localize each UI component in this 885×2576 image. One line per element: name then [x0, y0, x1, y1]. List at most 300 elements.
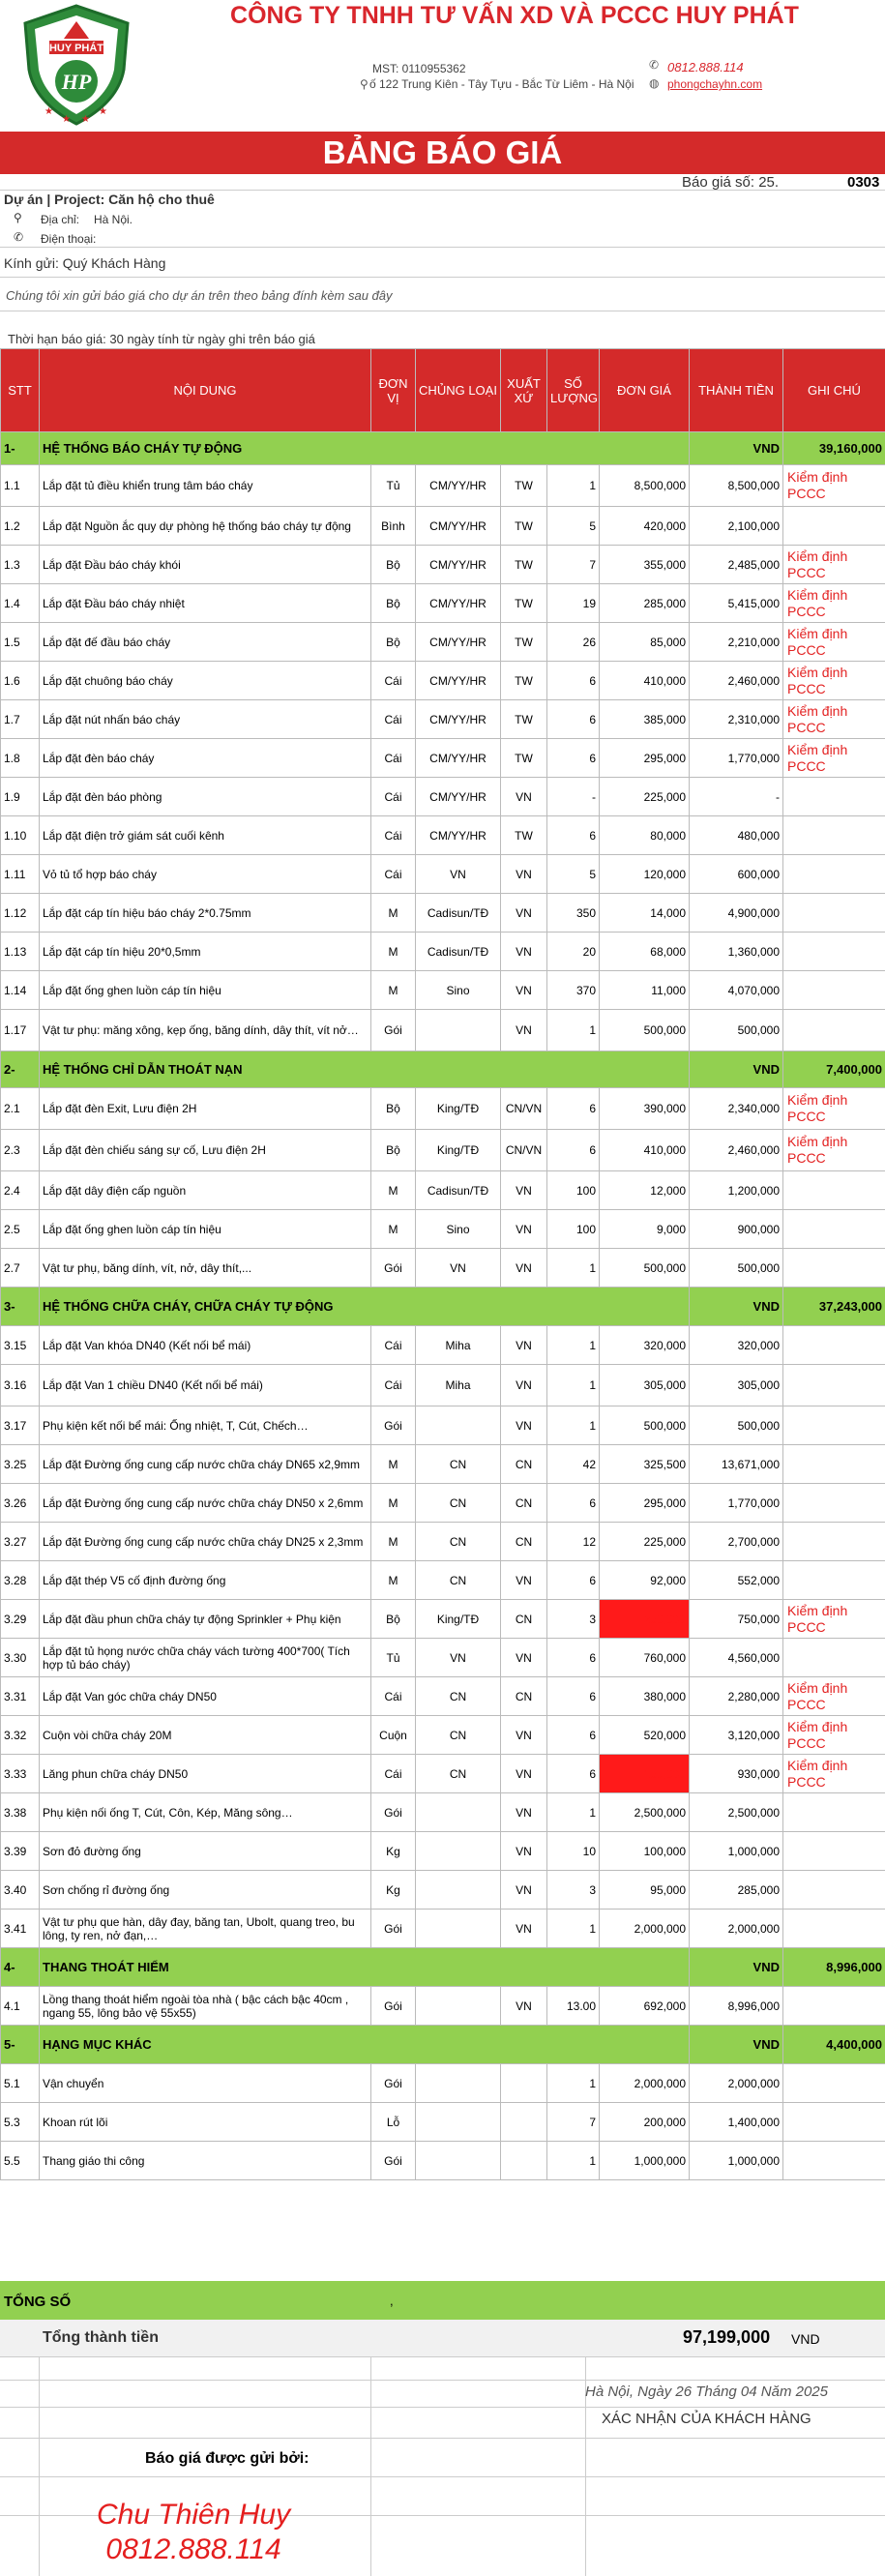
cell-price: 380,000 — [600, 1677, 690, 1716]
cell-kind: CN — [416, 1755, 501, 1793]
section-row — [1, 2026, 885, 2064]
cell-unit: Gói — [371, 2064, 416, 2103]
cell-unit: Gói — [371, 2142, 416, 2180]
company-website[interactable]: phongchayhn.com — [667, 77, 763, 91]
cell-desc: Lắp đặt tủ điều khiển trung tâm báo cháy — [40, 465, 371, 507]
cell-unit: Tủ — [371, 1639, 416, 1677]
table-row — [1, 584, 885, 623]
cell-amount: 13,671,000 — [690, 1445, 783, 1484]
table-row — [1, 2064, 885, 2103]
table-row — [1, 933, 885, 971]
cell-qty: 1 — [547, 1910, 600, 1948]
cell-kind: Cadisun/TĐ — [416, 1171, 501, 1210]
cell-amount: 2,700,000 — [690, 1523, 783, 1561]
cell-origin: TW — [501, 623, 547, 662]
cell-note — [783, 2064, 885, 2103]
cell-price: 9,000 — [600, 1210, 690, 1249]
cell-kind: King/TĐ — [416, 1600, 501, 1639]
section-total: 7,400,000 — [783, 1051, 885, 1088]
cell-amount: 2,460,000 — [690, 662, 783, 700]
cell-price: 95,000 — [600, 1871, 690, 1910]
cell-kind — [416, 1406, 501, 1445]
cell-origin: CN — [501, 1523, 547, 1561]
cell-origin: VN — [501, 778, 547, 816]
cell-qty: 10 — [547, 1832, 600, 1871]
phone-label: Điện thoại: — [41, 232, 97, 246]
address-label: Địa chỉ: — [41, 213, 80, 226]
cell-unit: Cái — [371, 855, 416, 894]
address-value: Hà Nội. — [94, 213, 133, 226]
cell-stt: 3.31 — [1, 1677, 40, 1716]
cell-unit: M — [371, 1171, 416, 1210]
cell-stt: 2.7 — [1, 1249, 40, 1288]
cell-stt: 3.41 — [1, 1910, 40, 1948]
cell-desc: Lắp đặt cáp tín hiệu 20*0,5mm — [40, 933, 371, 971]
cell-stt: 2.5 — [1, 1210, 40, 1249]
cell-origin: CN — [501, 1445, 547, 1484]
cell-stt: 3.30 — [1, 1639, 40, 1677]
section-currency: VND — [690, 1948, 783, 1987]
cell-kind: CN — [416, 1561, 501, 1600]
cell-price: 420,000 — [600, 507, 690, 546]
phone-icon: ✆ — [649, 58, 660, 72]
cell-desc: Lắp đặt Đường ống cung cấp nước chữa cháy DN25 x 2,3mm — [40, 1523, 371, 1561]
cell-note — [783, 1639, 885, 1677]
cell-qty: - — [547, 778, 600, 816]
cell-note: Kiểm định PCCC — [783, 584, 885, 623]
cell-price: 325,500 — [600, 1445, 690, 1484]
cell-desc: Lắp đặt đèn chiếu sáng sự cố, Lưu điện 2H — [40, 1130, 371, 1171]
cell-origin: VN — [501, 1326, 547, 1365]
cell-price: 500,000 — [600, 1010, 690, 1051]
company-header — [0, 0, 885, 132]
cell-desc: Phụ kiện nối ống T, Cút, Côn, Kép, Măng sông… — [40, 1793, 371, 1832]
cell-desc: Lăng phun chữa cháy DN50 — [40, 1755, 371, 1793]
section-title: HỆ THỐNG BÁO CHÁY TỰ ĐỘNG — [40, 432, 690, 465]
cell-desc: Lắp đặt thép V5 cố định đường ống — [40, 1561, 371, 1600]
table-row — [1, 1832, 885, 1871]
cell-kind: CM/YY/HR — [416, 623, 501, 662]
cell-stt: 1.2 — [1, 507, 40, 546]
cell-amount: 930,000 — [690, 1755, 783, 1793]
table-row — [1, 855, 885, 894]
cell-stt: 3.38 — [1, 1793, 40, 1832]
table-row — [1, 2103, 885, 2142]
cell-stt: 1.5 — [1, 623, 40, 662]
cell-qty: 7 — [547, 546, 600, 584]
cell-unit: Cái — [371, 1365, 416, 1406]
cell-price: 100,000 — [600, 1832, 690, 1871]
cell-origin: VN — [501, 1210, 547, 1249]
cell-stt: 1.11 — [1, 855, 40, 894]
company-phone[interactable]: 0812.888.114 — [667, 60, 744, 74]
cell-note — [783, 933, 885, 971]
cell-amount: 1,770,000 — [690, 1484, 783, 1523]
cell-amount: 3,120,000 — [690, 1716, 783, 1755]
cell-origin: VN — [501, 1910, 547, 1948]
table-row — [1, 1210, 885, 1249]
cell-origin: VN — [501, 1010, 547, 1051]
svg-text:★: ★ — [81, 114, 90, 125]
cell-note: Kiểm định PCCC — [783, 546, 885, 584]
cell-desc: Lắp đặt đèn báo cháy — [40, 739, 371, 778]
signer-name: Chu Thiên Huy — [97, 2499, 291, 2531]
cell-note — [783, 1561, 885, 1600]
cell-unit: Cái — [371, 739, 416, 778]
table-row — [1, 1171, 885, 1210]
cell-price: 285,000 — [600, 584, 690, 623]
cell-qty: 20 — [547, 933, 600, 971]
cell-note — [783, 1793, 885, 1832]
cell-desc: Lắp đặt Nguồn ắc quy dự phòng hệ thống báo cháy tự động — [40, 507, 371, 546]
table-row — [1, 1445, 885, 1484]
cell-desc: Lắp đặt ống ghen luồn cáp tín hiệu — [40, 1210, 371, 1249]
cell-amount: 552,000 — [690, 1561, 783, 1600]
section-number: 2- — [1, 1051, 40, 1088]
section-total: 4,400,000 — [783, 2026, 885, 2064]
cell-qty: 6 — [547, 1130, 600, 1171]
cell-note: Kiểm định PCCC — [783, 1130, 885, 1171]
cell-amount: 750,000 — [690, 1600, 783, 1639]
cell-origin: VN — [501, 1871, 547, 1910]
company-logo — [4, 2, 149, 128]
section-number: 5- — [1, 2026, 40, 2064]
cell-note — [783, 1326, 885, 1365]
table-row — [1, 739, 885, 778]
cell-amount: 320,000 — [690, 1326, 783, 1365]
cell-price: 2,500,000 — [600, 1793, 690, 1832]
cell-qty: 1 — [547, 1365, 600, 1406]
column-header: GHI CHÚ — [783, 349, 885, 432]
cell-kind — [416, 2064, 501, 2103]
cell-kind: CM/YY/HR — [416, 739, 501, 778]
cell-note — [783, 816, 885, 855]
cell-origin: CN/VN — [501, 1130, 547, 1171]
cell-unit: Bộ — [371, 546, 416, 584]
cell-note — [783, 1171, 885, 1210]
column-header: XUẤT XỨ — [501, 349, 547, 432]
cell-amount: 600,000 — [690, 855, 783, 894]
cell-desc: Lắp đặt Đầu báo cháy nhiệt — [40, 584, 371, 623]
cell-unit: Tủ — [371, 465, 416, 507]
cell-price: 120,000 — [600, 855, 690, 894]
cell-origin: VN — [501, 1561, 547, 1600]
phone-icon: ✆ — [14, 230, 24, 244]
table-row — [1, 1406, 885, 1445]
cell-origin — [501, 2064, 547, 2103]
section-currency: VND — [690, 2026, 783, 2064]
cell-price: 225,000 — [600, 1523, 690, 1561]
cell-note — [783, 2142, 885, 2180]
column-header: THÀNH TIỀN — [690, 349, 783, 432]
total-row — [0, 2281, 885, 2320]
cell-desc: Vỏ tủ tổ hợp báo cháy — [40, 855, 371, 894]
recipient: Kính gửi: Quý Khách Hàng — [4, 255, 166, 271]
cell-origin: TW — [501, 700, 547, 739]
cell-unit: Gói — [371, 1910, 416, 1948]
table-row — [1, 1130, 885, 1171]
svg-text:★: ★ — [99, 106, 107, 117]
quote-label: Báo giá số: 25. — [682, 174, 780, 191]
grand-total-currency: VND — [791, 2331, 820, 2347]
cell-desc: Lắp đặt đầu phun chữa cháy tự động Sprinkler + Phụ kiện — [40, 1600, 371, 1639]
table-row — [1, 1871, 885, 1910]
cell-price: 12,000 — [600, 1171, 690, 1210]
cell-note: Kiểm định PCCC — [783, 662, 885, 700]
cell-kind: Miha — [416, 1326, 501, 1365]
section-currency: VND — [690, 432, 783, 465]
cell-desc: Lắp đặt tủ họng nước chữa cháy vách tường 400*700( Tích hợp tủ báo cháy) — [40, 1639, 371, 1677]
cell-qty: 1 — [547, 1326, 600, 1365]
cell-origin: VN — [501, 1365, 547, 1406]
cell-unit: Gói — [371, 1987, 416, 2026]
table-row — [1, 2142, 885, 2180]
column-header: CHỦNG LOẠI — [416, 349, 501, 432]
cell-qty: 370 — [547, 971, 600, 1010]
cell-amount: 480,000 — [690, 816, 783, 855]
column-header: SỐ LƯỢNG — [547, 349, 600, 432]
cell-amount: 2,100,000 — [690, 507, 783, 546]
cell-price: 500,000 — [600, 1249, 690, 1288]
column-header: NỘI DUNG — [40, 349, 371, 432]
cell-price: 155,000 — [600, 1755, 690, 1793]
table-row — [1, 1523, 885, 1561]
cell-qty: 6 — [547, 739, 600, 778]
cell-stt: 3.39 — [1, 1832, 40, 1871]
section-row — [1, 432, 885, 465]
cell-origin: TW — [501, 465, 547, 507]
cell-amount: 4,070,000 — [690, 971, 783, 1010]
cell-amount: 2,280,000 — [690, 1677, 783, 1716]
cell-kind: CM/YY/HR — [416, 816, 501, 855]
cell-price: 692,000 — [600, 1987, 690, 2026]
cell-qty: 1 — [547, 465, 600, 507]
cell-unit: Lỗ — [371, 2103, 416, 2142]
section-number: 1- — [1, 432, 40, 465]
cell-note: Kiểm định PCCC — [783, 1716, 885, 1755]
cell-price: 295,000 — [600, 1484, 690, 1523]
cell-stt: 3.29 — [1, 1600, 40, 1639]
cell-qty: 1 — [547, 1249, 600, 1288]
cell-desc: Lắp đặt Đường ống cung cấp nước chữa cháy DN65 x2,9mm — [40, 1445, 371, 1484]
cell-desc: Vật tư phụ, băng dính, vít, nở, dây thít,... — [40, 1249, 371, 1288]
cell-qty: 5 — [547, 855, 600, 894]
intro-text: Chúng tôi xin gửi báo giá cho dự án trên theo bảng đính kèm sau đây — [6, 288, 393, 303]
table-row — [1, 894, 885, 933]
cell-origin: VN — [501, 1171, 547, 1210]
cell-amount: 1,000,000 — [690, 2142, 783, 2180]
section-title: HỆ THỐNG CHỮA CHÁY, CHỮA CHÁY TỰ ĐỘNG — [40, 1288, 690, 1326]
cell-unit: Bộ — [371, 1130, 416, 1171]
cell-kind: CM/YY/HR — [416, 584, 501, 623]
cell-stt: 1.4 — [1, 584, 40, 623]
svg-text:★: ★ — [44, 106, 53, 117]
company-name: CÔNG TY TNHH TƯ VẤN XD VÀ PCCC HUY PHÁT — [230, 2, 799, 29]
cell-amount: 5,415,000 — [690, 584, 783, 623]
cell-note — [783, 1484, 885, 1523]
table-row — [1, 662, 885, 700]
cell-desc: Lắp đặt điện trở giám sát cuối kênh — [40, 816, 371, 855]
cell-amount: 2,500,000 — [690, 1793, 783, 1832]
cell-kind — [416, 2103, 501, 2142]
cell-amount: 2,340,000 — [690, 1088, 783, 1130]
globe-icon: ◍ — [649, 76, 660, 90]
cell-stt: 1.3 — [1, 546, 40, 584]
cell-desc: Vật tư phụ: măng xông, kẹp ống, băng dính, dây thít, vít nở… — [40, 1010, 371, 1051]
cell-price: 92,000 — [600, 1561, 690, 1600]
cell-stt: 3.33 — [1, 1755, 40, 1793]
cell-unit: Gói — [371, 1010, 416, 1051]
table-row — [1, 1716, 885, 1755]
cell-unit: M — [371, 1523, 416, 1561]
cell-unit: Cuộn — [371, 1716, 416, 1755]
cell-stt: 1.12 — [1, 894, 40, 933]
table-row — [1, 971, 885, 1010]
cell-unit: Gói — [371, 1406, 416, 1445]
table-row — [1, 1088, 885, 1130]
cell-origin: VN — [501, 1406, 547, 1445]
cell-unit: Cái — [371, 1326, 416, 1365]
cell-origin: VN — [501, 1793, 547, 1832]
cell-kind: VN — [416, 1639, 501, 1677]
cell-amount: 2,210,000 — [690, 623, 783, 662]
cell-unit: Bộ — [371, 623, 416, 662]
section-title: HẠNG MỤC KHÁC — [40, 2026, 690, 2064]
cell-origin: VN — [501, 855, 547, 894]
cell-origin: CN — [501, 1484, 547, 1523]
cell-kind: Cadisun/TĐ — [416, 933, 501, 971]
cell-qty: 26 — [547, 623, 600, 662]
cell-stt: 3.27 — [1, 1523, 40, 1561]
cell-kind: VN — [416, 1249, 501, 1288]
table-row — [1, 1677, 885, 1716]
cell-qty: 6 — [547, 1716, 600, 1755]
table-row — [1, 816, 885, 855]
cell-note: Kiểm định PCCC — [783, 623, 885, 662]
section-currency: VND — [690, 1051, 783, 1088]
cell-note: Kiểm định PCCC — [783, 1755, 885, 1793]
grand-total-label: Tổng thành tiền — [43, 2329, 159, 2346]
cell-amount: 2,485,000 — [690, 546, 783, 584]
cell-unit: Cái — [371, 662, 416, 700]
cell-amount: 8,500,000 — [690, 465, 783, 507]
cell-amount: 2,000,000 — [690, 1910, 783, 1948]
cell-unit: Cái — [371, 700, 416, 739]
cell-desc: Lắp đặt chuông báo cháy — [40, 662, 371, 700]
cell-kind — [416, 1987, 501, 2026]
cell-desc: Lồng thang thoát hiểm ngoài tòa nhà ( bậc cách bậc 40cm , ngang 55, lông bảo vệ 55x55) — [40, 1987, 371, 2026]
table-row — [1, 623, 885, 662]
cell-origin: VN — [501, 933, 547, 971]
cell-origin: VN — [501, 894, 547, 933]
section-number: 3- — [1, 1288, 40, 1326]
cell-kind: CM/YY/HR — [416, 700, 501, 739]
cell-stt: 5.3 — [1, 2103, 40, 2142]
cell-qty: 6 — [547, 1561, 600, 1600]
section-title: HỆ THỐNG CHỈ DẪN THOÁT NẠN — [40, 1051, 690, 1088]
table-row — [1, 1010, 885, 1051]
cell-kind: King/TĐ — [416, 1130, 501, 1171]
svg-text:HP: HP — [61, 70, 92, 94]
cell-desc: Lắp đặt nút nhấn báo cháy — [40, 700, 371, 739]
cell-desc: Lắp đặt Van góc chữa cháy DN50 — [40, 1677, 371, 1716]
cell-stt: 1.10 — [1, 816, 40, 855]
table-row — [1, 1755, 885, 1793]
cell-stt: 3.15 — [1, 1326, 40, 1365]
table-row — [1, 778, 885, 816]
cell-qty: 6 — [547, 700, 600, 739]
cell-qty: 3 — [547, 1871, 600, 1910]
section-row — [1, 1288, 885, 1326]
cell-note: Kiểm định PCCC — [783, 1677, 885, 1716]
table-row — [1, 507, 885, 546]
cell-price: 2,000,000 — [600, 1910, 690, 1948]
cell-desc: Lắp đặt dây điện cấp nguồn — [40, 1171, 371, 1210]
table-row — [1, 1910, 885, 1948]
signature — [97, 2498, 290, 2567]
cell-note — [783, 1010, 885, 1051]
cell-unit: Bình — [371, 507, 416, 546]
cell-qty: 1 — [547, 1010, 600, 1051]
cell-qty: 1 — [547, 2142, 600, 2180]
cell-kind — [416, 1871, 501, 1910]
cell-unit: M — [371, 1210, 416, 1249]
cell-stt: 1.8 — [1, 739, 40, 778]
total-label: TỔNG SỐ — [4, 2294, 72, 2310]
cell-price: 1,000,000 — [600, 2142, 690, 2180]
cell-kind: Miha — [416, 1365, 501, 1406]
cell-unit: M — [371, 1561, 416, 1600]
cell-desc: Khoan rút lõi — [40, 2103, 371, 2142]
cell-stt: 3.26 — [1, 1484, 40, 1523]
cell-kind — [416, 1010, 501, 1051]
company-address: ố 122 Trung Kiên - Tây Tựu - Bắc Từ Liêm - Hà Nội — [369, 77, 634, 91]
cell-desc: Sơn đỏ đường ống — [40, 1832, 371, 1871]
cell-kind: VN — [416, 855, 501, 894]
cell-amount: 4,900,000 — [690, 894, 783, 933]
cell-price: 500,000 — [600, 1406, 690, 1445]
location-icon: ⚲ — [360, 77, 369, 91]
cell-note — [783, 507, 885, 546]
cell-qty: 42 — [547, 1445, 600, 1484]
cell-price: 200,000 — [600, 2103, 690, 2142]
grand-total-value: 97,199,000 — [683, 2327, 771, 2347]
cell-price: 295,000 — [600, 739, 690, 778]
cell-qty: 6 — [547, 816, 600, 855]
cell-stt: 2.4 — [1, 1171, 40, 1210]
cell-origin: VN — [501, 971, 547, 1010]
cell-stt: 3.17 — [1, 1406, 40, 1445]
cell-price: 390,000 — [600, 1088, 690, 1130]
cell-kind: CM/YY/HR — [416, 662, 501, 700]
cell-origin: TW — [501, 546, 547, 584]
total-placeholder: , — [390, 2294, 394, 2308]
cell-stt: 1.6 — [1, 662, 40, 700]
table-row — [1, 1561, 885, 1600]
cell-unit: Cái — [371, 1755, 416, 1793]
cell-desc: Lắp đặt Đầu báo cháy khói — [40, 546, 371, 584]
validity-note: Thời hạn báo giá: 30 ngày tính từ ngày ghi trên báo giá — [8, 332, 315, 346]
cell-note: Kiểm định PCCC — [783, 1600, 885, 1639]
cell-amount: 4,560,000 — [690, 1639, 783, 1677]
cell-desc: Lắp đặt đèn Exit, Lưu điện 2H — [40, 1088, 371, 1130]
cell-qty: 1 — [547, 2064, 600, 2103]
table-row — [1, 1326, 885, 1365]
cell-price: 410,000 — [600, 1130, 690, 1171]
cell-desc: Lắp đặt Van khóa DN40 (Kết nối bể mái) — [40, 1326, 371, 1365]
cell-origin — [501, 2103, 547, 2142]
cell-desc: Vận chuyển — [40, 2064, 371, 2103]
